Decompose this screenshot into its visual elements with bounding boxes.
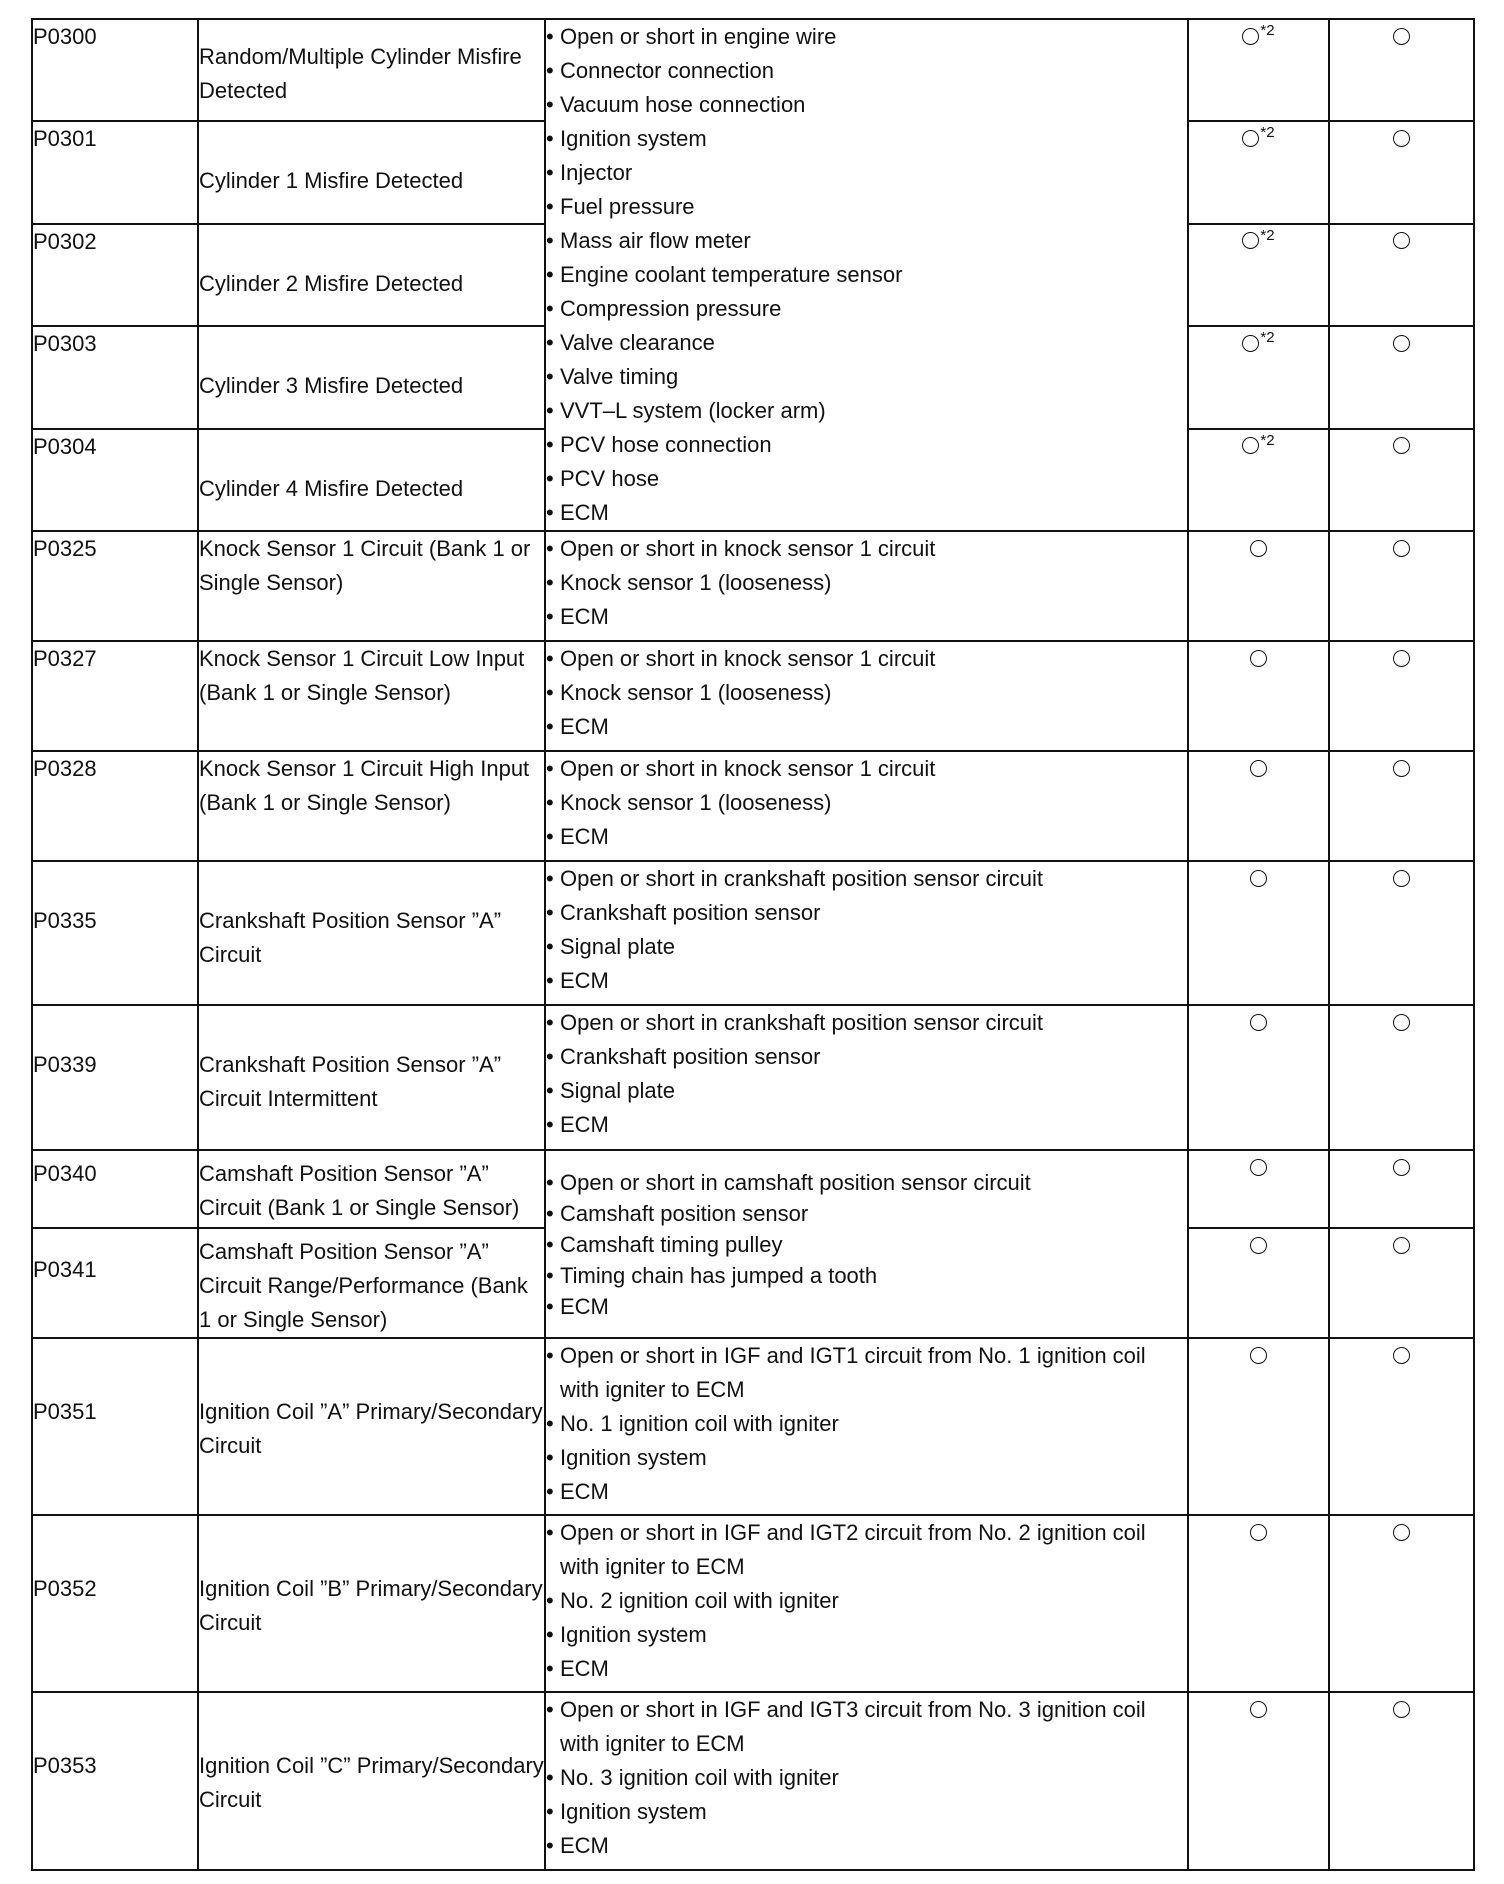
dtc-description: Camshaft Position Sensor ”A” Circuit Range/Performance (Bank 1 or Single Sensor) [198,1228,545,1338]
dtc-description: Random/Multiple Cylinder Misfire Detected [198,19,545,121]
trouble-area-list [546,752,1187,854]
dtc-description: Crankshaft Position Sensor ”A” Circuit [198,861,545,1005]
trouble-area [545,531,1188,641]
circle-icon [1393,1524,1410,1541]
note-ref: *2 [1260,431,1275,449]
circle-icon [1250,1347,1267,1364]
trouble-area-list [546,532,1187,634]
note-ref: *2 [1260,22,1275,39]
dtc-code: P0351 [32,1338,198,1515]
circle-icon [1393,1347,1410,1364]
circle-icon [1393,28,1410,45]
dtc-code: P0340 [32,1150,198,1228]
trouble-area-item: • ECM [546,1829,1187,1863]
trouble-area-item: • ECM [546,964,1187,998]
dtc-code: P0353 [32,1692,198,1870]
mark-cell-2 [1329,861,1474,1005]
trouble-area-item: • ECM [546,820,1187,854]
mark-cell-2 [1329,19,1474,121]
dtc-code: P0352 [32,1515,198,1692]
dtc-description: Knock Sensor 1 Circuit Low Input (Bank 1 or Single Sensor) [198,641,545,751]
circle-icon [1250,1524,1267,1541]
trouble-area-item: • Compression pressure [546,292,1187,326]
table-row [32,1515,1474,1692]
trouble-area-item: • No. 3 ignition coil with igniter [546,1761,1187,1795]
mark-cell-2 [1329,1515,1474,1692]
trouble-area-item: • ECM [546,496,1187,530]
trouble-area-item: • Open or short in IGF and IGT3 circuit from No. 3 ignition coil with igniter to ECM [546,1693,1187,1761]
trouble-area-item: • Open or short in crankshaft position sensor circuit [546,862,1187,896]
trouble-area-item: • Ignition system [546,122,1187,156]
trouble-area-item: • No. 1 ignition coil with igniter [546,1407,1187,1441]
mark-cell-2 [1329,121,1474,223]
circle-icon [1393,335,1410,352]
dtc-description: Ignition Coil ”C” Primary/Secondary Circuit [198,1692,545,1870]
note-ref: *2 [1260,226,1275,244]
trouble-area-item: • Camshaft timing pulley [546,1229,1187,1260]
mark-cell-1 [1188,1005,1329,1150]
mark-cell-2 [1329,429,1474,531]
circle-icon [1393,540,1410,557]
table-row [32,1005,1474,1150]
circle-icon [1250,760,1267,777]
dtc-description: Camshaft Position Sensor ”A” Circuit (Bank 1 or Single Sensor) [198,1150,545,1228]
trouble-area-item: • Mass air flow meter [546,224,1187,258]
trouble-area-item: • ECM [546,710,1187,744]
circle-icon [1250,650,1267,667]
circle-icon [1250,1701,1267,1718]
trouble-area-item: • Knock sensor 1 (looseness) [546,676,1187,710]
trouble-area [545,641,1188,751]
mark-cell-2 [1329,1228,1474,1338]
trouble-area-item: • ECM [546,1291,1187,1322]
dtc-description: Cylinder 1 Misfire Detected [198,121,545,223]
dtc-description: Knock Sensor 1 Circuit (Bank 1 or Single Sensor) [198,531,545,641]
circle-icon [1250,1159,1267,1176]
circle-icon [1393,1237,1410,1254]
trouble-area-item: • Ignition system [546,1618,1187,1652]
circle-icon [1250,1237,1267,1254]
mark-cell-1 [1188,1515,1329,1692]
mark-cell-1 [1188,531,1329,641]
trouble-area-item: • Vacuum hose connection [546,88,1187,122]
table-row [32,19,1474,121]
trouble-area-item: • No. 2 ignition coil with igniter [546,1584,1187,1618]
trouble-area-item: • Knock sensor 1 (looseness) [546,786,1187,820]
trouble-area-item: • Engine coolant temperature sensor [546,258,1187,292]
trouble-area-item: • ECM [546,1475,1187,1509]
mark-cell-1 [1188,224,1329,326]
mark-cell-1 [1188,751,1329,861]
mark-cell-1 [1188,19,1329,121]
circle-icon [1393,1159,1410,1176]
dtc-description: Ignition Coil ”A” Primary/Secondary Circuit [198,1338,545,1515]
circle-icon [1393,650,1410,667]
mark-cell-1 [1188,1692,1329,1870]
mark-cell-1 [1188,641,1329,751]
trouble-area-item: • ECM [546,1652,1187,1686]
mark-cell-2 [1329,641,1474,751]
dtc-description: Crankshaft Position Sensor ”A” Circuit Intermittent [198,1005,545,1150]
note-ref: *2 [1260,329,1275,347]
dtc-code: P0335 [32,861,198,1005]
trouble-area-list [546,20,1187,530]
dtc-code: P0328 [32,751,198,861]
trouble-area-list [546,862,1187,998]
trouble-area-item: • Knock sensor 1 (looseness) [546,566,1187,600]
trouble-area-item: • Open or short in knock sensor 1 circuit [546,642,1187,676]
circle-icon [1393,870,1410,887]
trouble-area-item: • Crankshaft position sensor [546,896,1187,930]
dtc-code: P0339 [32,1005,198,1150]
mark-cell-1 [1188,1150,1329,1228]
trouble-area [545,1150,1188,1338]
dtc-description: Cylinder 4 Misfire Detected [198,429,545,531]
trouble-area-item: • Injector [546,156,1187,190]
trouble-area-item: • Crankshaft position sensor [546,1040,1187,1074]
trouble-area [545,1515,1188,1692]
trouble-area-item: • Signal plate [546,930,1187,964]
mark-cell-2 [1329,1005,1474,1150]
trouble-area-item: • Camshaft position sensor [546,1198,1187,1229]
trouble-area-item: • Valve clearance [546,326,1187,360]
mark-cell-2 [1329,326,1474,428]
table-row [32,641,1474,751]
trouble-area-item: • Valve timing [546,360,1187,394]
trouble-area-list [546,642,1187,744]
trouble-area-item: • Fuel pressure [546,190,1187,224]
dtc-code: P0303 [32,326,198,428]
trouble-area-item: • Open or short in crankshaft position sensor circuit [546,1006,1187,1040]
dtc-table [31,18,1475,1871]
trouble-area-list [546,1516,1187,1686]
trouble-area-item: • Open or short in knock sensor 1 circuit [546,752,1187,786]
trouble-area-item: • ECM [546,1108,1187,1142]
trouble-area-list [546,1006,1187,1142]
trouble-area-item: • Open or short in camshaft position sensor circuit [546,1167,1187,1198]
mark-cell-2 [1329,531,1474,641]
dtc-code: P0304 [32,429,198,531]
note-ref: *2 [1260,124,1275,142]
trouble-area [545,861,1188,1005]
circle-icon [1242,28,1259,45]
dtc-code: P0341 [32,1228,198,1338]
trouble-area-item: • Open or short in engine wire [546,20,1187,54]
circle-icon [1393,130,1410,147]
circle-icon [1393,760,1410,777]
trouble-area-item: • Connector connection [546,54,1187,88]
dtc-description: Cylinder 3 Misfire Detected [198,326,545,428]
mark-cell-1 [1188,121,1329,223]
circle-icon [1250,870,1267,887]
circle-icon [1250,540,1267,557]
dtc-code: P0301 [32,121,198,223]
circle-icon [1242,232,1259,249]
table-row [32,1692,1474,1870]
table-row [32,531,1474,641]
trouble-area-list [546,1167,1187,1322]
trouble-area-item: • ECM [546,600,1187,634]
trouble-area-item: • PCV hose connection [546,428,1187,462]
dtc-description: Knock Sensor 1 Circuit High Input (Bank 1 or Single Sensor) [198,751,545,861]
trouble-area [545,1692,1188,1870]
mark-cell-2 [1329,224,1474,326]
mark-cell-1 [1188,1338,1329,1515]
circle-icon [1242,130,1259,147]
trouble-area-item: • Open or short in knock sensor 1 circuit [546,532,1187,566]
circle-icon [1393,232,1410,249]
trouble-area-item: • Signal plate [546,1074,1187,1108]
trouble-area [545,751,1188,861]
trouble-area-item: • PCV hose [546,462,1187,496]
dtc-code: P0325 [32,531,198,641]
mark-cell-1 [1188,861,1329,1005]
table-row [32,1150,1474,1228]
trouble-area-item: • Open or short in IGF and IGT1 circuit from No. 1 ignition coil with igniter to ECM [546,1339,1187,1407]
circle-icon [1393,1701,1410,1718]
dtc-description: Ignition Coil ”B” Primary/Secondary Circuit [198,1515,545,1692]
circle-icon [1393,437,1410,454]
mark-cell-2 [1329,1150,1474,1228]
mark-cell-2 [1329,751,1474,861]
mark-cell-1 [1188,429,1329,531]
dtc-code: P0300 [32,19,198,121]
circle-icon [1242,335,1259,352]
table-row [32,861,1474,1005]
trouble-area-item: • VVT–L system (locker arm) [546,394,1187,428]
dtc-code: P0327 [32,641,198,751]
trouble-area-list [546,1339,1187,1509]
mark-cell-1 [1188,326,1329,428]
trouble-area-list [546,1693,1187,1863]
dtc-description: Cylinder 2 Misfire Detected [198,224,545,326]
circle-icon [1393,1014,1410,1031]
mark-cell-2 [1329,1338,1474,1515]
trouble-area-item: • Ignition system [546,1441,1187,1475]
trouble-area [545,1338,1188,1515]
circle-icon [1242,437,1259,454]
trouble-area-item: • Ignition system [546,1795,1187,1829]
dtc-code: P0302 [32,224,198,326]
mark-cell-1 [1188,1228,1329,1338]
trouble-area-item: • Open or short in IGF and IGT2 circuit from No. 2 ignition coil with igniter to ECM [546,1516,1187,1584]
trouble-area [545,1005,1188,1150]
trouble-area [545,19,1188,531]
mark-cell-2 [1329,1692,1474,1870]
table-row [32,1338,1474,1515]
circle-icon [1250,1014,1267,1031]
trouble-area-item: • Timing chain has jumped a tooth [546,1260,1187,1291]
table-row [32,751,1474,861]
